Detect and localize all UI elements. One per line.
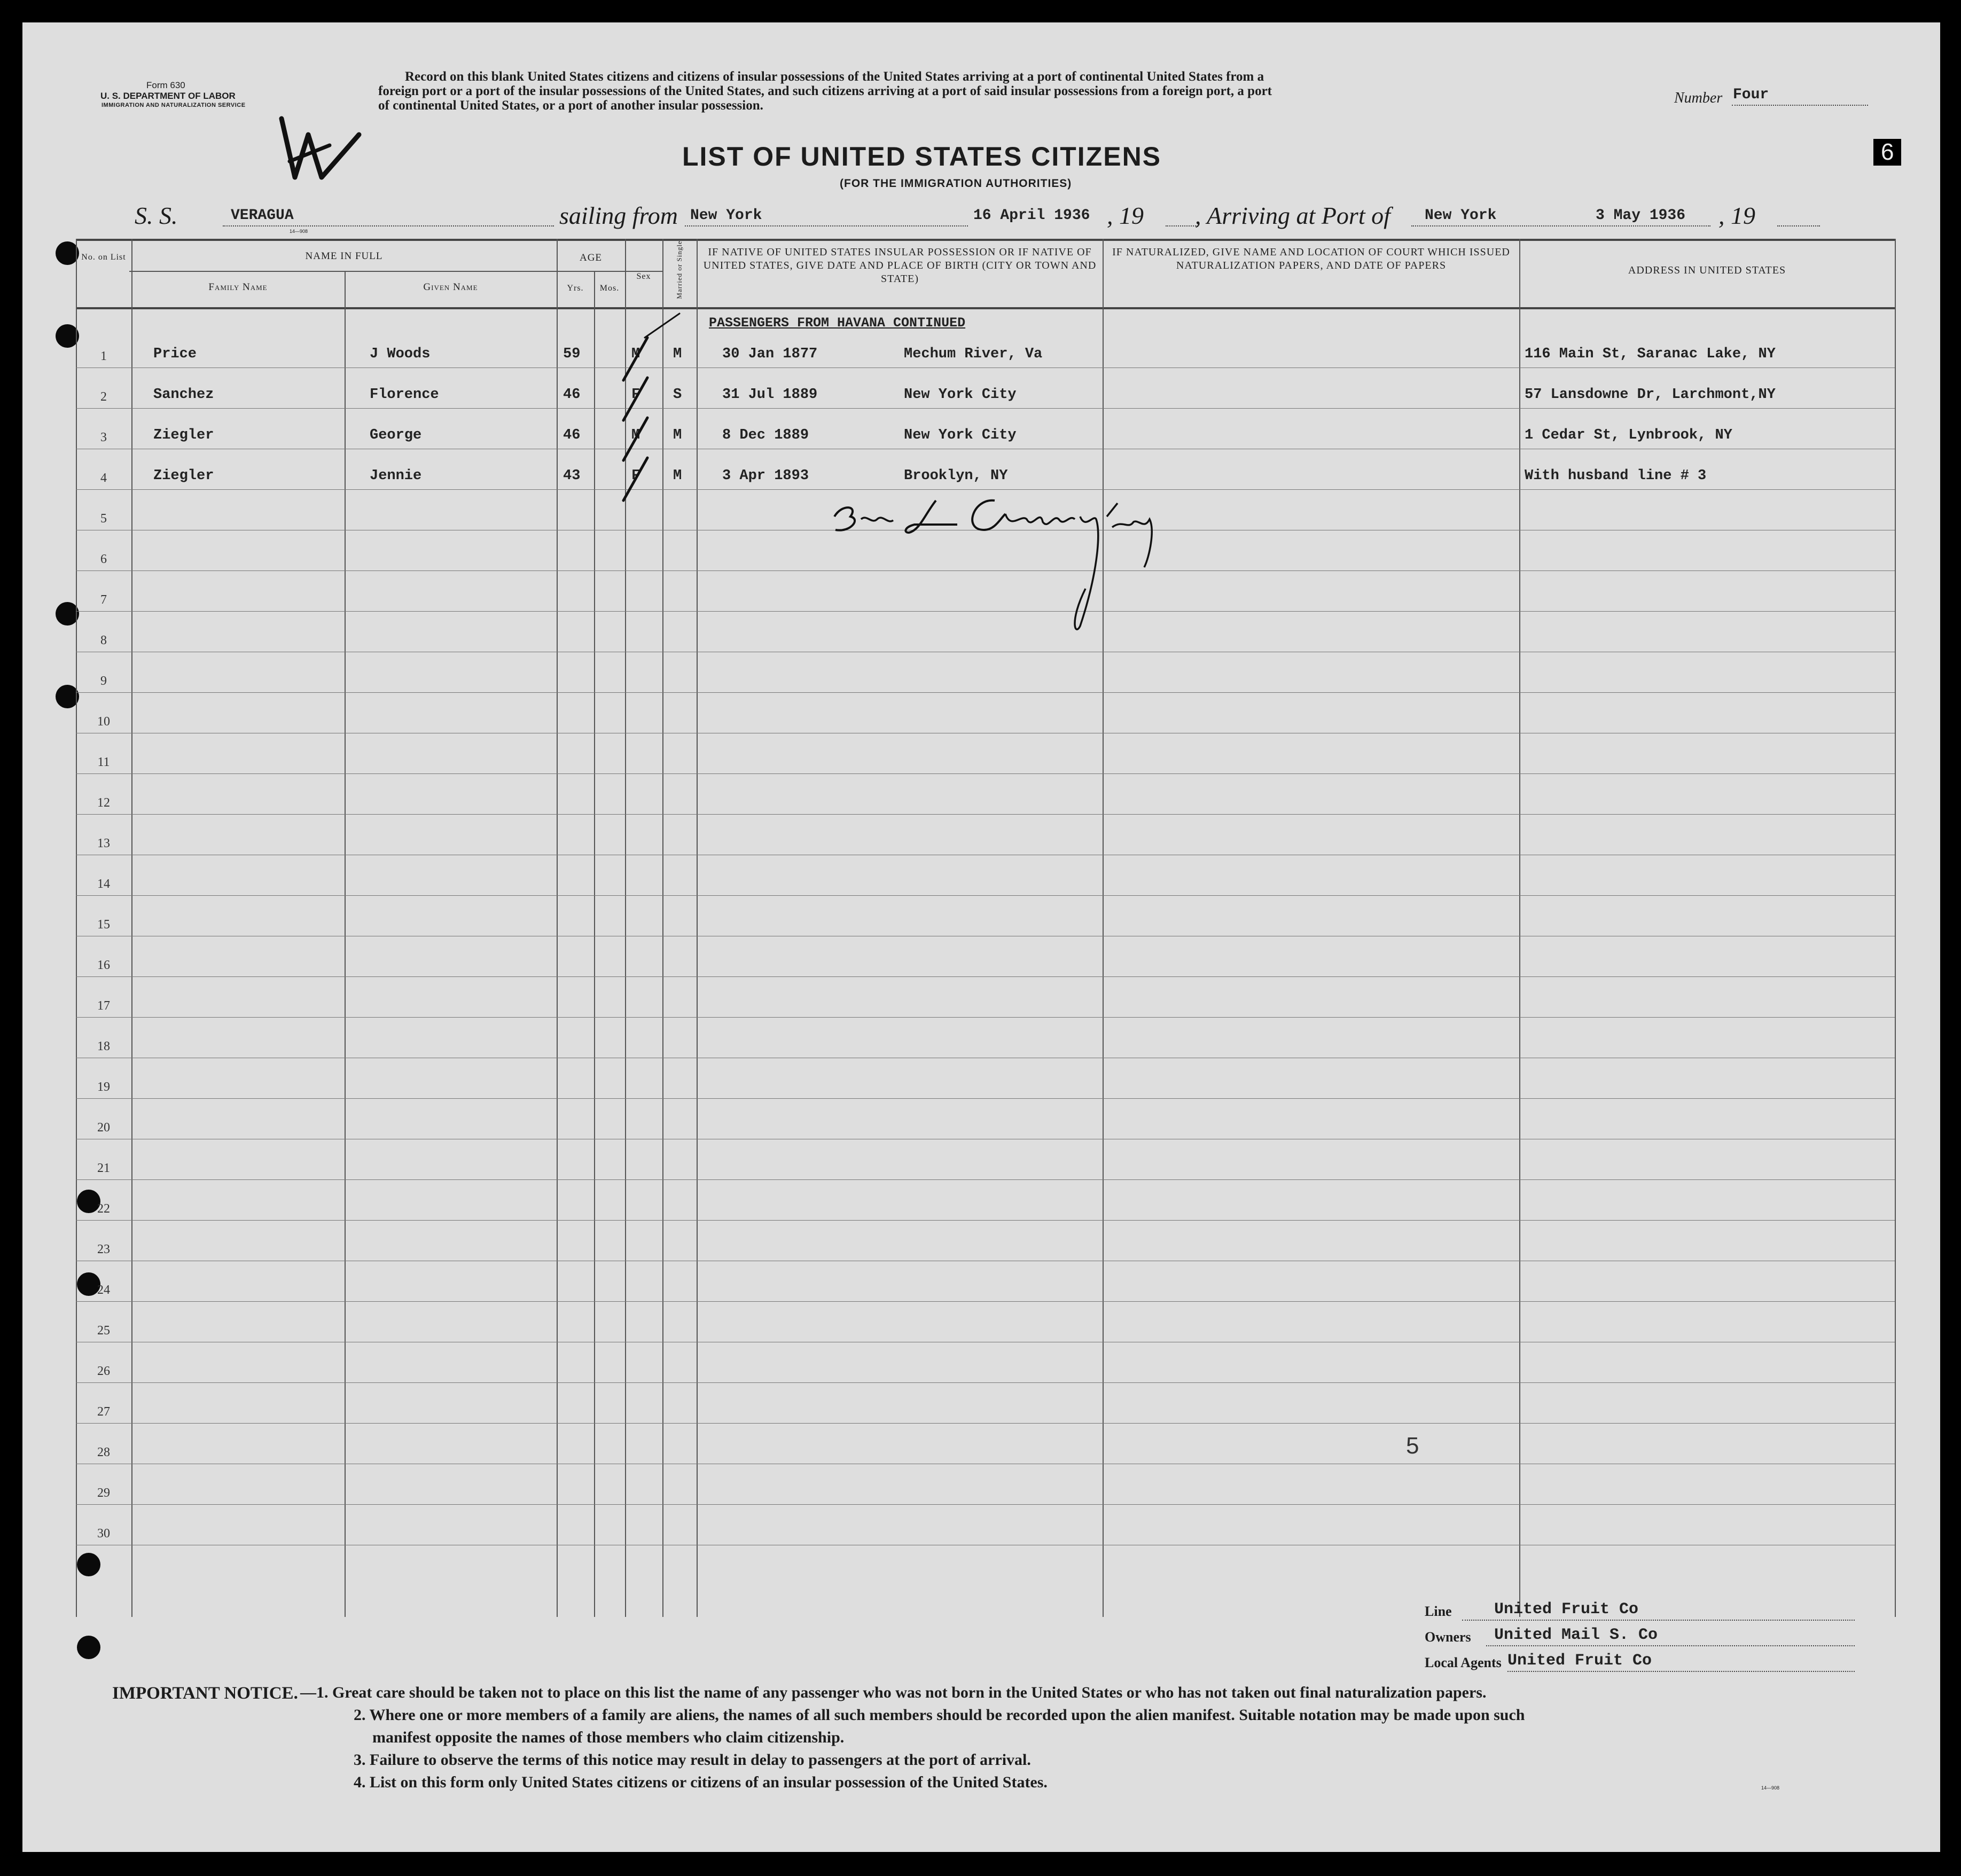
row-number: 11 <box>97 755 110 769</box>
row-number: 17 <box>97 999 110 1013</box>
year-prefix: , 19 <box>1718 202 1755 229</box>
owners-underline <box>1486 1645 1855 1646</box>
passenger-age-years: 46 <box>563 387 581 403</box>
col-rule <box>594 271 595 1617</box>
row-number: 12 <box>97 796 110 810</box>
col-rule <box>697 239 698 1617</box>
owners-value: United Mail S. Co <box>1494 1626 1658 1644</box>
row-number: 22 <box>97 1202 110 1216</box>
form-number: Form 630 <box>146 80 185 90</box>
manifest-page <box>22 22 1940 1852</box>
line-underline <box>1462 1620 1855 1621</box>
header-married-single: Married or Single <box>675 240 683 299</box>
header-mos: Mos. <box>599 284 620 293</box>
passenger-family-name: Sanchez <box>153 387 214 403</box>
header-no: No. on List <box>81 253 126 262</box>
passenger-address: 1 Cedar St, Lynbrook, NY <box>1525 427 1732 443</box>
instruction-line: Record on this blank United States citizens and citizens of insular possessions of the United States arriving at a port of continental United States from a <box>405 69 1264 84</box>
page-title: LIST OF UNITED STATES CITIZENS <box>682 142 1162 171</box>
inspector-signature <box>829 498 1214 637</box>
row-number: 16 <box>97 958 110 972</box>
line-label: Line <box>1425 1604 1452 1619</box>
service: IMMIGRATION AND NATURALIZATION SERVICE <box>101 102 246 108</box>
arrival-date: 3 May 1936 <box>1596 207 1686 224</box>
row-number: 15 <box>97 918 110 932</box>
row-number: 4 <box>100 471 107 485</box>
passenger-age-years: 46 <box>563 427 581 443</box>
col-rule <box>557 239 558 1617</box>
header-bottom-border <box>76 307 1895 309</box>
header-family-name: Family Name <box>208 282 268 293</box>
section-note: PASSENGERS FROM HAVANA CONTINUED <box>709 315 966 331</box>
row-rule <box>76 1179 1895 1180</box>
row-number: 8 <box>100 634 107 647</box>
agents-value: United Fruit Co <box>1507 1652 1652 1670</box>
row-rule <box>76 1098 1895 1099</box>
row-rule <box>76 1301 1895 1302</box>
passenger-birth-date: 31 Jul 1889 <box>722 387 818 403</box>
passenger-sex: F <box>631 468 640 484</box>
row-rule <box>76 1220 1895 1221</box>
passenger-family-name: Ziegler <box>153 468 214 484</box>
passenger-birth-place: New York City <box>904 427 1017 443</box>
row-number: 25 <box>97 1324 110 1338</box>
row-number: 27 <box>97 1405 110 1419</box>
row-rule <box>76 814 1895 815</box>
page-subtitle: (FOR THE IMMIGRATION AUTHORITIES) <box>840 177 1072 190</box>
check-marks <box>607 306 682 530</box>
row-number: 7 <box>100 593 107 607</box>
passenger-birth-date: 8 Dec 1889 <box>722 427 809 443</box>
row-number: 14 <box>97 877 110 891</box>
passenger-sex: M <box>631 346 640 362</box>
row-rule <box>76 1423 1895 1424</box>
passenger-given-name: George <box>370 427 422 443</box>
passenger-age-years: 43 <box>563 468 581 484</box>
passenger-marital-status: M <box>673 346 682 362</box>
year-underline <box>1166 225 1198 226</box>
header-sex: Sex <box>636 272 651 281</box>
department: U. S. DEPARTMENT OF LABOR <box>100 91 236 101</box>
passenger-sex: M <box>631 427 640 443</box>
row-number: 30 <box>97 1527 110 1541</box>
passenger-marital-status: M <box>673 468 682 484</box>
instruction-line: of continental United States, or a port of another insular possession. <box>378 98 763 113</box>
owners-label: Owners <box>1425 1629 1471 1645</box>
col-rule <box>1519 239 1520 1617</box>
year-prefix: , 19 <box>1107 202 1144 229</box>
header-age: AGE <box>579 252 603 263</box>
passenger-given-name: J Woods <box>370 346 431 362</box>
row-rule <box>76 976 1895 977</box>
row-number: 29 <box>97 1486 110 1500</box>
sailing-date: 16 April 1936 <box>973 207 1090 224</box>
row-number: 10 <box>97 715 110 729</box>
row-rule <box>76 895 1895 896</box>
notice-line: 3. Failure to observe the terms of this notice may result in delay to passengers at the port of arrival. <box>354 1751 1031 1769</box>
col-rule <box>1895 239 1896 1617</box>
row-number: 6 <box>100 552 107 566</box>
ship-underline <box>223 225 554 226</box>
passenger-address: With husband line # 3 <box>1525 468 1707 484</box>
row-number: 18 <box>97 1039 110 1053</box>
sailing-underline <box>685 225 968 226</box>
row-number: 23 <box>97 1242 110 1256</box>
row-number: 2 <box>100 390 107 404</box>
passenger-address: 116 Main St, Saranac Lake, NY <box>1525 346 1776 362</box>
age-subheader-line <box>557 271 625 272</box>
footer-code: 14—908 <box>1761 1785 1780 1791</box>
notice-line: manifest opposite the names of those members who claim citizenship. <box>372 1729 845 1746</box>
row-rule <box>76 408 1895 409</box>
header-given-name: Given Name <box>423 282 478 293</box>
header-naturalized: IF NATURALIZED, GIVE NAME AND LOCATION OF COURT WHICH ISSUED NATURALIZATION PAPERS, AND DATE OF PAPERS <box>1112 246 1510 271</box>
col-rule <box>1103 239 1104 1617</box>
header-address: ADDRESS IN UNITED STATES <box>1628 264 1786 276</box>
notice-line: 4. List on this form only United States citizens or citizens of an insular possession of the United States. <box>354 1773 1048 1791</box>
row-number: 28 <box>97 1445 110 1459</box>
passenger-given-name: Florence <box>370 387 439 403</box>
header-yrs: Yrs. <box>567 284 584 293</box>
sailing-label: sailing from <box>559 202 678 229</box>
handwritten-mark <box>257 108 364 199</box>
row-rule <box>76 1382 1895 1383</box>
ss-label: S. S. <box>135 202 178 229</box>
number-value: Four <box>1733 87 1769 103</box>
row-number: 5 <box>100 512 107 526</box>
notice-line: —1. Great care should be taken not to place on this list the name of any passenger who was not born in the United States or who has not taken out final naturalization papers. <box>300 1684 1487 1701</box>
print-code: 14—908 <box>290 229 308 234</box>
agents-underline <box>1507 1671 1855 1672</box>
punch-hole <box>77 1553 100 1576</box>
passenger-family-name: Ziegler <box>153 427 214 443</box>
col-rule <box>76 239 77 1617</box>
arriving-label: , Arriving at Port of <box>1195 202 1390 229</box>
year-underline <box>1777 225 1820 226</box>
row-number: 20 <box>97 1121 110 1135</box>
punch-hole <box>77 1636 100 1659</box>
row-number: 21 <box>97 1161 110 1175</box>
col-rule <box>131 239 132 1617</box>
passenger-given-name: Jennie <box>370 468 422 484</box>
stamp-digit: 5 <box>1406 1433 1419 1459</box>
passenger-sex: F <box>631 387 640 403</box>
row-number: 24 <box>97 1283 110 1297</box>
row-rule <box>76 1017 1895 1018</box>
line-value: United Fruit Co <box>1494 1600 1639 1619</box>
sailing-port: New York <box>690 207 762 224</box>
passenger-age-years: 59 <box>563 346 581 362</box>
passenger-family-name: Price <box>153 346 197 362</box>
passenger-birth-place: Mechum River, Va <box>904 346 1043 362</box>
page-number: 6 <box>1873 139 1901 166</box>
passenger-address: 57 Lansdowne Dr, Larchmont,NY <box>1525 387 1776 403</box>
row-number: 9 <box>100 674 107 688</box>
arrival-port: New York <box>1425 207 1497 224</box>
number-underline <box>1732 105 1868 106</box>
header-name-in-full: NAME IN FULL <box>305 251 383 262</box>
ship-name: VERAGUA <box>231 207 294 224</box>
row-rule <box>76 692 1895 693</box>
passenger-birth-date: 3 Apr 1893 <box>722 468 809 484</box>
passenger-birth-place: Brooklyn, NY <box>904 468 1008 484</box>
notice-line: 2. Where one or more members of a family are aliens, the names of all such members should be recorded upon the alien manifest. Suitable notation may be made upon such <box>354 1706 1525 1724</box>
row-number: 19 <box>97 1080 110 1094</box>
header-birth: IF NATIVE OF UNITED STATES INSULAR POSSESSION OR IF NATIVE OF UNITED STATES, GIVE DATE AND PLACE OF BIRTH (CITY OR TOWN AND STATE) <box>703 246 1097 285</box>
row-number: 26 <box>97 1364 110 1378</box>
notice-title: IMPORTANT NOTICE. <box>112 1684 298 1703</box>
row-rule <box>76 1504 1895 1505</box>
passenger-marital-status: S <box>673 387 682 403</box>
row-number: 3 <box>100 431 107 444</box>
instructions <box>378 69 1272 113</box>
row-rule <box>76 773 1895 774</box>
row-rule <box>76 489 1895 490</box>
col-rule <box>345 271 346 1617</box>
table-top-border <box>76 239 1895 241</box>
passenger-marital-status: M <box>673 427 682 443</box>
row-number: 13 <box>97 837 110 850</box>
passenger-birth-date: 30 Jan 1877 <box>722 346 818 362</box>
instruction-line: foreign port or a port of the insular possessions of the United States, and such citizens arriving at a port of said insular possessions from a foreign port, a port <box>378 84 1272 98</box>
agents-label: Local Agents <box>1425 1655 1502 1670</box>
number-label: Number <box>1674 90 1723 106</box>
arrival-underline <box>1411 225 1710 226</box>
row-number: 1 <box>100 349 107 363</box>
passenger-birth-place: New York City <box>904 387 1017 403</box>
